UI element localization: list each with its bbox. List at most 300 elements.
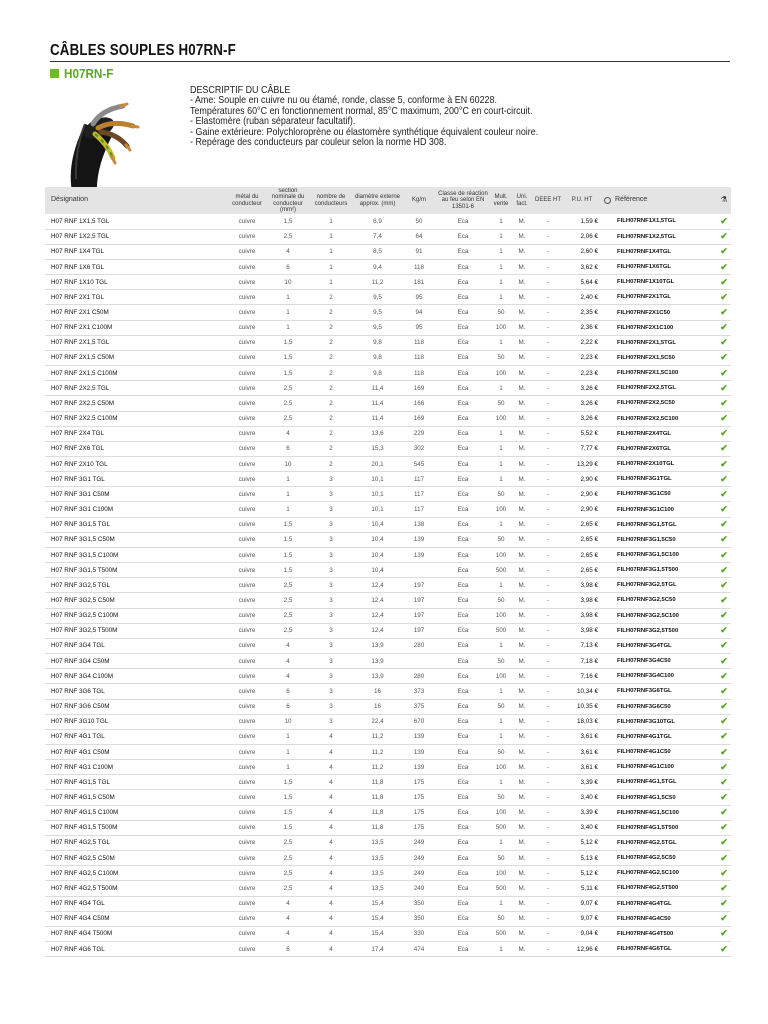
- cell-designation: H07 RNF 3G1 C100M: [45, 502, 228, 517]
- cell-unit: M.: [511, 911, 533, 926]
- cell-unit: M.: [511, 896, 533, 911]
- table-header-row: [45, 187, 731, 214]
- table-row[interactable]: [45, 714, 731, 729]
- cell-mult: 100: [491, 760, 511, 775]
- cell-diametre: 13,5: [352, 881, 403, 896]
- check-icon[interactable]: ✔: [717, 866, 731, 881]
- cell-spacer: [601, 926, 613, 941]
- cell-section: 1,5: [266, 547, 310, 562]
- cell-reference: FILH07RNF1X1,5TGL: [613, 214, 717, 229]
- cell-classe: Eca: [435, 926, 491, 941]
- check-icon[interactable]: ✔: [717, 517, 731, 532]
- cell-kgm: 350: [403, 896, 435, 911]
- cell-section: 6: [266, 441, 310, 456]
- cell-nb: 3: [310, 487, 352, 502]
- cell-metal: cuivre: [228, 381, 266, 396]
- check-icon[interactable]: ✔: [717, 502, 731, 517]
- cell-classe: Eca: [435, 684, 491, 699]
- cell-nb: 4: [310, 835, 352, 850]
- table-row[interactable]: [45, 275, 731, 290]
- cell-pu: 2,90 €: [563, 472, 601, 487]
- check-icon[interactable]: ✔: [717, 305, 731, 320]
- cell-pu: 2,40 €: [563, 290, 601, 305]
- cell-reference: FILH07RNF3G1,5C100: [613, 547, 717, 562]
- check-icon[interactable]: ✔: [717, 760, 731, 775]
- table-row[interactable]: [45, 608, 731, 623]
- cell-pu: 2,23 €: [563, 366, 601, 381]
- cell-unit: M.: [511, 654, 533, 669]
- table-row[interactable]: [45, 441, 731, 456]
- cell-pu: 2,65 €: [563, 532, 601, 547]
- cell-kgm: 139: [403, 729, 435, 744]
- header-pu: P.U. HT: [563, 187, 601, 214]
- cell-designation: H07 RNF 2X6 TGL: [45, 441, 228, 456]
- cell-diametre: 6,9: [352, 214, 403, 229]
- cell-reference: FILH07RNF3G6TGL: [613, 684, 717, 699]
- table-row[interactable]: [45, 775, 731, 790]
- cell-mult: 50: [491, 305, 511, 320]
- table-row[interactable]: [45, 638, 731, 653]
- table-row[interactable]: [45, 684, 731, 699]
- table-row[interactable]: [45, 457, 731, 472]
- table-row[interactable]: [45, 290, 731, 305]
- cell-section: 4: [266, 638, 310, 653]
- description-heading: DESCRIPTIF DU CÂBLE: [190, 85, 291, 96]
- table-row[interactable]: [45, 411, 731, 426]
- cell-designation: H07 RNF 3G10 TGL: [45, 714, 228, 729]
- check-icon[interactable]: ✔: [717, 911, 731, 926]
- cell-metal: cuivre: [228, 214, 266, 229]
- cell-diametre: 13,5: [352, 866, 403, 881]
- cell-classe: Eca: [435, 441, 491, 456]
- cell-deee: -: [533, 911, 563, 926]
- table-row[interactable]: [45, 335, 731, 350]
- cell-metal: cuivre: [228, 775, 266, 790]
- cell-pu: 9,07 €: [563, 911, 601, 926]
- table-row[interactable]: [45, 214, 731, 229]
- check-icon[interactable]: ✔: [717, 820, 731, 835]
- cell-spacer: [601, 547, 613, 562]
- check-icon[interactable]: ✔: [717, 654, 731, 669]
- cell-diametre: 10,4: [352, 547, 403, 562]
- cell-diametre: 10,1: [352, 487, 403, 502]
- cell-spacer: [601, 457, 613, 472]
- cell-mult: 1: [491, 290, 511, 305]
- cell-section: 1: [266, 320, 310, 335]
- table-row[interactable]: [45, 669, 731, 684]
- cell-designation: H07 RNF 1X6 TGL: [45, 259, 228, 274]
- cell-reference: FILH07RNF2X1,5C100: [613, 366, 717, 381]
- check-icon[interactable]: ✔: [717, 396, 731, 411]
- table-row[interactable]: [45, 487, 731, 502]
- cell-kgm: 95: [403, 320, 435, 335]
- cell-unit: M.: [511, 229, 533, 244]
- cell-nb: 2: [310, 426, 352, 441]
- cell-nb: 4: [310, 790, 352, 805]
- cell-metal: cuivre: [228, 744, 266, 759]
- table-row[interactable]: [45, 229, 731, 244]
- table-row[interactable]: [45, 760, 731, 775]
- table-row[interactable]: [45, 790, 731, 805]
- table-row[interactable]: [45, 911, 731, 926]
- cell-mult: 50: [491, 790, 511, 805]
- table-row[interactable]: [45, 259, 731, 274]
- cell-designation: H07 RNF 3G2,5 C50M: [45, 593, 228, 608]
- cell-deee: -: [533, 623, 563, 638]
- cell-metal: cuivre: [228, 229, 266, 244]
- cell-kgm: 249: [403, 851, 435, 866]
- cell-reference: FILH07RNF3G2,5C50: [613, 593, 717, 608]
- cell-kgm: 249: [403, 866, 435, 881]
- check-icon[interactable]: ✔: [717, 335, 731, 350]
- cell-kgm: 118: [403, 259, 435, 274]
- cell-kgm: 350: [403, 911, 435, 926]
- check-icon[interactable]: ✔: [717, 229, 731, 244]
- table-row[interactable]: [45, 396, 731, 411]
- table-row[interactable]: [45, 744, 731, 759]
- check-icon[interactable]: ✔: [717, 942, 731, 957]
- cell-designation: H07 RNF 2X1 C50M: [45, 305, 228, 320]
- cell-section: 6: [266, 684, 310, 699]
- cell-section: 1: [266, 502, 310, 517]
- cell-pu: 3,61 €: [563, 744, 601, 759]
- check-icon[interactable]: ✔: [717, 457, 731, 472]
- check-icon[interactable]: ✔: [717, 881, 731, 896]
- check-icon[interactable]: ✔: [717, 487, 731, 502]
- cell-classe: Eca: [435, 426, 491, 441]
- cell-classe: Eca: [435, 547, 491, 562]
- check-icon[interactable]: ✔: [717, 290, 731, 305]
- cell-reference: FILH07RNF3G1,5T500: [613, 563, 717, 578]
- check-icon[interactable]: ✔: [717, 608, 731, 623]
- cell-metal: cuivre: [228, 926, 266, 941]
- cell-classe: Eca: [435, 638, 491, 653]
- cell-metal: cuivre: [228, 835, 266, 850]
- cell-nb: 2: [310, 441, 352, 456]
- cell-designation: H07 RNF 3G1,5 T500M: [45, 563, 228, 578]
- cell-unit: M.: [511, 851, 533, 866]
- cell-reference: FILH07RNF4G1,5T500: [613, 820, 717, 835]
- cell-section: 4: [266, 669, 310, 684]
- cell-kgm: 197: [403, 623, 435, 638]
- cell-kgm: 139: [403, 760, 435, 775]
- cell-kgm: 249: [403, 881, 435, 896]
- cell-nb: 2: [310, 457, 352, 472]
- check-icon[interactable]: ✔: [717, 426, 731, 441]
- cell-kgm: 181: [403, 275, 435, 290]
- check-icon[interactable]: ✔: [717, 244, 731, 259]
- cell-diametre: 11,8: [352, 775, 403, 790]
- cell-reference: FILH07RNF4G4T500: [613, 926, 717, 941]
- cell-kgm: 197: [403, 608, 435, 623]
- table-row[interactable]: [45, 305, 731, 320]
- cell-mult: 1: [491, 335, 511, 350]
- cell-designation: H07 RNF 3G2,5 TGL: [45, 578, 228, 593]
- cell-mult: 100: [491, 320, 511, 335]
- table-row[interactable]: [45, 835, 731, 850]
- table-row[interactable]: [45, 517, 731, 532]
- cell-kgm: 118: [403, 350, 435, 365]
- cell-section: 1,5: [266, 517, 310, 532]
- cell-deee: -: [533, 350, 563, 365]
- cell-kgm: 280: [403, 638, 435, 653]
- table-row[interactable]: [45, 851, 731, 866]
- cell-classe: Eca: [435, 563, 491, 578]
- cell-pu: 10,34 €: [563, 684, 601, 699]
- check-icon[interactable]: ✔: [717, 547, 731, 562]
- check-icon[interactable]: ✔: [717, 835, 731, 850]
- cell-section: 1,5: [266, 775, 310, 790]
- cell-nb: 4: [310, 942, 352, 957]
- cell-deee: -: [533, 563, 563, 578]
- description-line: - Gaine extérieure: Polychloroprène ou élastomère synthétique équivalent couleur noire.: [190, 126, 539, 138]
- cell-classe: Eca: [435, 305, 491, 320]
- cell-deee: -: [533, 714, 563, 729]
- check-icon[interactable]: ✔: [717, 350, 731, 365]
- table-row[interactable]: [45, 547, 731, 562]
- cell-spacer: [601, 366, 613, 381]
- check-icon[interactable]: ✔: [717, 411, 731, 426]
- cell-reference: FILH07RNF1X2,5TGL: [613, 229, 717, 244]
- cell-mult: 500: [491, 820, 511, 835]
- cell-spacer: [601, 790, 613, 805]
- cell-kgm: 95: [403, 290, 435, 305]
- check-icon[interactable]: ✔: [717, 790, 731, 805]
- cell-pu: 2,60 €: [563, 244, 601, 259]
- cell-diametre: 13,9: [352, 654, 403, 669]
- cell-spacer: [601, 881, 613, 896]
- cell-section: 10: [266, 275, 310, 290]
- check-icon[interactable]: ✔: [717, 578, 731, 593]
- table-row[interactable]: [45, 699, 731, 714]
- cell-diametre: 11,2: [352, 729, 403, 744]
- table-row[interactable]: [45, 820, 731, 835]
- check-icon[interactable]: ✔: [717, 926, 731, 941]
- cell-designation: H07 RNF 2X1 TGL: [45, 290, 228, 305]
- cell-metal: cuivre: [228, 760, 266, 775]
- cell-classe: Eca: [435, 699, 491, 714]
- cell-reference: FILH07RNF3G2,5T500: [613, 623, 717, 638]
- cell-kgm: 474: [403, 942, 435, 957]
- check-icon[interactable]: ✔: [717, 259, 731, 274]
- check-icon[interactable]: ✔: [717, 851, 731, 866]
- cell-spacer: [601, 214, 613, 229]
- cell-spacer: [601, 517, 613, 532]
- cell-classe: Eca: [435, 411, 491, 426]
- check-icon[interactable]: ✔: [717, 699, 731, 714]
- table-row[interactable]: [45, 654, 731, 669]
- cell-kgm: 138: [403, 517, 435, 532]
- cell-kgm: [403, 654, 435, 669]
- cell-kgm: 670: [403, 714, 435, 729]
- table-row[interactable]: [45, 563, 731, 578]
- table-row[interactable]: [45, 805, 731, 820]
- cell-mult: 1: [491, 942, 511, 957]
- cell-nb: 3: [310, 547, 352, 562]
- cell-diametre: 10,1: [352, 472, 403, 487]
- table-row[interactable]: [45, 366, 731, 381]
- cell-classe: Eca: [435, 744, 491, 759]
- table-row[interactable]: [45, 593, 731, 608]
- check-icon[interactable]: ✔: [717, 214, 731, 229]
- check-icon[interactable]: ✔: [717, 714, 731, 729]
- cell-unit: M.: [511, 790, 533, 805]
- table-row[interactable]: [45, 881, 731, 896]
- table-row[interactable]: [45, 942, 731, 957]
- cell-designation: H07 RNF 4G4 T500M: [45, 926, 228, 941]
- check-icon[interactable]: ✔: [717, 729, 731, 744]
- cell-classe: Eca: [435, 911, 491, 926]
- cell-designation: H07 RNF 2X2,5 C50M: [45, 396, 228, 411]
- check-icon[interactable]: ✔: [717, 638, 731, 653]
- cell-mult: 100: [491, 805, 511, 820]
- cell-spacer: [601, 896, 613, 911]
- cell-reference: FILH07RNF1X4TGL: [613, 244, 717, 259]
- cell-mult: 100: [491, 502, 511, 517]
- cell-reference: FILH07RNF3G6C50: [613, 699, 717, 714]
- cell-spacer: [601, 623, 613, 638]
- cell-section: 1: [266, 305, 310, 320]
- check-icon[interactable]: ✔: [717, 669, 731, 684]
- cell-mult: 1: [491, 835, 511, 850]
- cell-diametre: 11,4: [352, 381, 403, 396]
- check-icon[interactable]: ✔: [717, 320, 731, 335]
- cell-designation: H07 RNF 3G4 TGL: [45, 638, 228, 653]
- cell-mult: 100: [491, 547, 511, 562]
- cell-designation: H07 RNF 4G1,5 C50M: [45, 790, 228, 805]
- cell-metal: cuivre: [228, 547, 266, 562]
- table-row[interactable]: [45, 623, 731, 638]
- check-icon[interactable]: ✔: [717, 744, 731, 759]
- cell-pu: 9,04 €: [563, 926, 601, 941]
- cell-designation: H07 RNF 1X10 TGL: [45, 275, 228, 290]
- table-row[interactable]: [45, 472, 731, 487]
- table-row[interactable]: [45, 244, 731, 259]
- cell-classe: Eca: [435, 790, 491, 805]
- cell-nb: 2: [310, 320, 352, 335]
- cell-diametre: 20,1: [352, 457, 403, 472]
- cell-metal: cuivre: [228, 684, 266, 699]
- cell-deee: -: [533, 699, 563, 714]
- cell-pu: 2,90 €: [563, 502, 601, 517]
- cell-metal: cuivre: [228, 714, 266, 729]
- cell-section: 4: [266, 896, 310, 911]
- table-row[interactable]: [45, 578, 731, 593]
- cell-deee: -: [533, 729, 563, 744]
- cell-mult: 1: [491, 714, 511, 729]
- cell-spacer: [601, 911, 613, 926]
- table-row[interactable]: [45, 729, 731, 744]
- check-icon[interactable]: ✔: [717, 805, 731, 820]
- cell-classe: Eca: [435, 396, 491, 411]
- cell-classe: Eca: [435, 320, 491, 335]
- cell-reference: FILH07RNF1X6TGL: [613, 259, 717, 274]
- check-icon[interactable]: ✔: [717, 563, 731, 578]
- cell-mult: 1: [491, 684, 511, 699]
- cell-spacer: [601, 684, 613, 699]
- cell-spacer: [601, 411, 613, 426]
- header-cart-cell: [717, 187, 731, 214]
- cell-diametre: 11,4: [352, 396, 403, 411]
- cell-pu: 3,39 €: [563, 775, 601, 790]
- table-row[interactable]: [45, 502, 731, 517]
- table-row[interactable]: [45, 350, 731, 365]
- check-icon[interactable]: ✔: [717, 684, 731, 699]
- cell-unit: M.: [511, 835, 533, 850]
- check-icon[interactable]: ✔: [717, 366, 731, 381]
- cell-spacer: [601, 305, 613, 320]
- cell-diametre: 10,1: [352, 502, 403, 517]
- description-line: Températures 60°C en fonctionnement normal, 85°C maximum, 200°C en court-circuit.: [190, 105, 533, 117]
- table-row[interactable]: [45, 381, 731, 396]
- cell-kgm: 118: [403, 335, 435, 350]
- check-icon[interactable]: ✔: [717, 441, 731, 456]
- cell-classe: Eca: [435, 760, 491, 775]
- cell-unit: M.: [511, 305, 533, 320]
- cell-classe: Eca: [435, 244, 491, 259]
- table-row[interactable]: [45, 532, 731, 547]
- cell-designation: H07 RNF 2X1,5 TGL: [45, 335, 228, 350]
- cell-deee: -: [533, 881, 563, 896]
- cell-nb: 4: [310, 775, 352, 790]
- cell-diametre: 13,5: [352, 851, 403, 866]
- cell-classe: Eca: [435, 472, 491, 487]
- cell-deee: -: [533, 290, 563, 305]
- cell-section: 4: [266, 654, 310, 669]
- check-icon[interactable]: ✔: [717, 896, 731, 911]
- cell-pu: 7,18 €: [563, 654, 601, 669]
- check-icon[interactable]: ✔: [717, 623, 731, 638]
- cell-metal: cuivre: [228, 244, 266, 259]
- cell-kgm: 139: [403, 532, 435, 547]
- cell-section: 10: [266, 714, 310, 729]
- check-icon[interactable]: ✔: [717, 532, 731, 547]
- cell-diametre: 11,2: [352, 744, 403, 759]
- check-icon[interactable]: ✔: [717, 472, 731, 487]
- cell-section: 1: [266, 290, 310, 305]
- cell-unit: M.: [511, 866, 533, 881]
- table-row[interactable]: [45, 426, 731, 441]
- check-icon[interactable]: ✔: [717, 381, 731, 396]
- cell-diametre: 15,3: [352, 441, 403, 456]
- cell-diametre: 9,5: [352, 290, 403, 305]
- cell-spacer: [601, 775, 613, 790]
- cell-spacer: [601, 760, 613, 775]
- cell-section: 4: [266, 926, 310, 941]
- table-row[interactable]: [45, 866, 731, 881]
- table-row[interactable]: [45, 320, 731, 335]
- check-icon[interactable]: ✔: [717, 775, 731, 790]
- cell-mult: 1: [491, 381, 511, 396]
- cell-pu: 5,12 €: [563, 835, 601, 850]
- cell-diametre: 22,4: [352, 714, 403, 729]
- cell-spacer: [601, 381, 613, 396]
- cell-classe: Eca: [435, 350, 491, 365]
- cell-mult: 1: [491, 517, 511, 532]
- check-icon[interactable]: ✔: [717, 275, 731, 290]
- cell-unit: M.: [511, 335, 533, 350]
- product-table: [45, 187, 731, 957]
- cell-section: 1: [266, 744, 310, 759]
- check-icon[interactable]: ✔: [717, 593, 731, 608]
- cell-unit: M.: [511, 426, 533, 441]
- cell-spacer: [601, 275, 613, 290]
- table-row[interactable]: [45, 926, 731, 941]
- cell-classe: Eca: [435, 881, 491, 896]
- table-row[interactable]: [45, 896, 731, 911]
- home-icon: [604, 197, 611, 204]
- cell-reference: FILH07RNF3G1,5TGL: [613, 517, 717, 532]
